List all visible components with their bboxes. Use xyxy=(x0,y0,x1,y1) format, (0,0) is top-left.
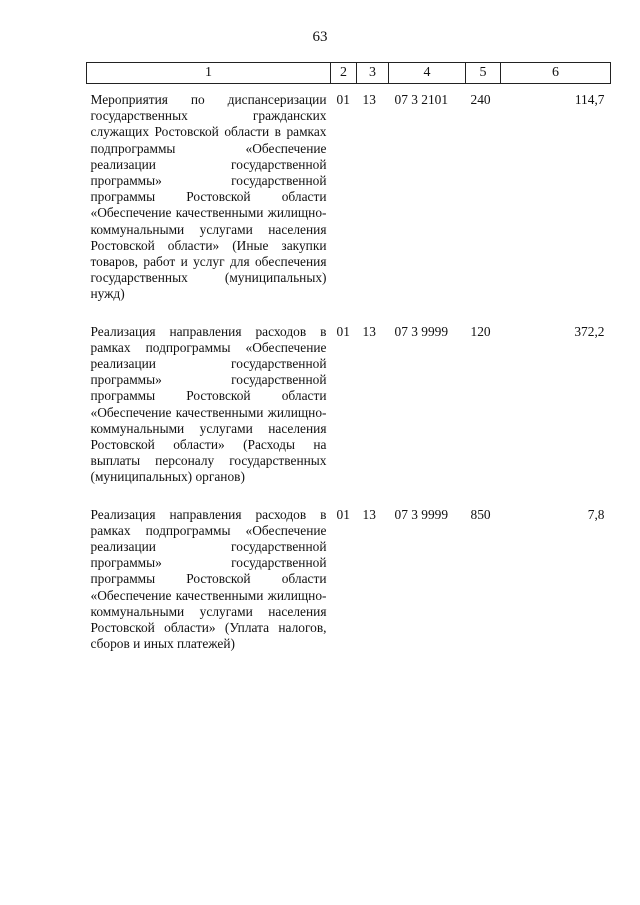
row-col-3: 13 xyxy=(362,506,376,522)
page-number: 63 xyxy=(312,29,328,45)
header-col-3: 3 xyxy=(357,63,389,84)
header-col-6: 6 xyxy=(501,63,611,84)
header-col-5: 5 xyxy=(466,63,501,84)
table-row xyxy=(87,316,611,499)
header-col-1: 1 xyxy=(87,63,331,84)
row-col-5: 850 xyxy=(470,506,491,522)
table-row xyxy=(87,499,611,666)
row-col-5: 240 xyxy=(470,92,491,107)
row-col-2: 01 xyxy=(336,506,350,522)
row-description: Реализация направления расходов в рамках подпрограммы «Обеспечение реализации государственной программы» государственной программы Ростовской области «Обеспечение качественными жилищно-коммунальными услугами населения Ростовской области» (Расходы на выплаты персоналу государственных (муниципальных) органов) xyxy=(90,323,327,485)
row-col-4: 07 3 9999 xyxy=(394,506,449,522)
row-col-2: 01 xyxy=(336,323,350,339)
header-col-4: 4 xyxy=(389,63,466,84)
table-row xyxy=(87,84,611,316)
header-col-2: 2 xyxy=(331,63,357,84)
row-col-5: 120 xyxy=(470,323,491,339)
row-col-3: 13 xyxy=(362,92,376,107)
budget-table xyxy=(86,62,611,666)
column-number-header-row xyxy=(87,63,611,84)
row-col-3: 13 xyxy=(362,323,376,339)
row-amount: 372,2 xyxy=(574,323,605,339)
row-col-4: 07 3 2101 xyxy=(394,92,449,107)
row-col-4: 07 3 9999 xyxy=(394,323,449,339)
row-amount: 114,7 xyxy=(574,92,605,107)
row-description: Мероприятия по диспансеризации государственных гражданских служащих Ростовской области в рамках подпрограммы «Обеспечение реализации государственной программы» государственной программы Ростовской области «Обеспечение качественными жилищно-коммунальными услугами населения Ростовской области» (Иные закупки товаров, работ и услуг для обеспечения государственных (муниципальных) нужд) xyxy=(90,92,327,302)
row-description: Реализация направления расходов в рамках подпрограммы «Обеспечение реализации государственной программы» государственной программы Ростовской области «Обеспечение качественными жилищно-коммунальными услугами населения Ростовской области» (Уплата налогов, сборов и иных платежей) xyxy=(90,506,327,652)
row-col-2: 01 xyxy=(336,92,350,107)
row-amount: 7,8 xyxy=(587,506,605,522)
